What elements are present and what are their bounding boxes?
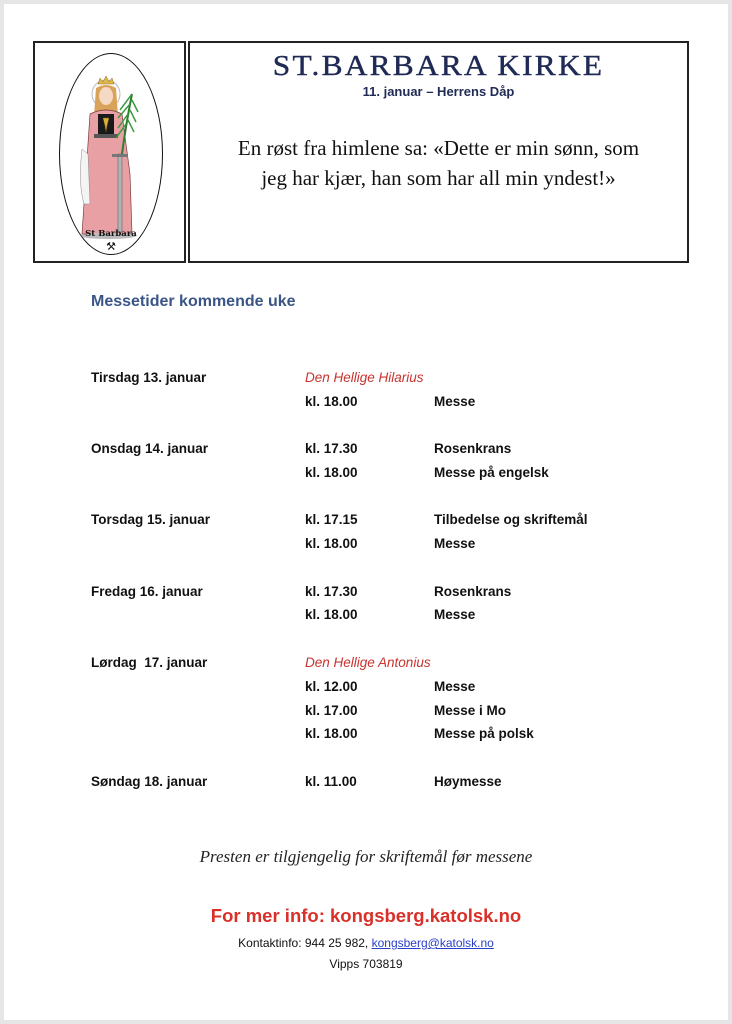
time-label: kl. 18.00: [305, 607, 358, 622]
quote-line-1: En røst fra himlene sa: «Dette er min sønn, som: [237, 136, 640, 160]
service-label: Rosenkrans: [434, 584, 512, 599]
schedule-day-row: [91, 370, 651, 390]
schedule-day-row: [91, 441, 651, 461]
service-label: Messe på polsk: [434, 726, 534, 741]
day-label: Fredag 16. januar: [91, 584, 203, 599]
quote-line-2: jeg har kjær, han som har all min yndest!»: [261, 166, 616, 190]
time-label: kl. 17.30: [305, 584, 358, 599]
service-label: Messe: [434, 607, 476, 622]
logo-caption: St Barbara: [85, 229, 137, 239]
document-page: [4, 4, 728, 1020]
time-label: kl. 17.00: [305, 703, 358, 718]
scripture-quote: [200, 133, 677, 193]
contact-line: [4, 936, 728, 950]
day-label: Tirsdag 13. januar: [91, 370, 207, 385]
feast-label: Den Hellige Hilarius: [305, 370, 424, 385]
time-label: kl. 17.30: [305, 441, 358, 456]
time-label: kl. 18.00: [305, 394, 358, 409]
service-label: Messe på engelsk: [434, 465, 549, 480]
day-label: Torsdag 15. januar: [91, 512, 211, 527]
day-label: Lørdag 17. januar: [91, 655, 208, 670]
more-info-line: For mer info: kongsberg.katolsk.no: [210, 905, 522, 926]
feast-subtitle: 11. januar – Herrens Dåp: [362, 84, 515, 99]
crossed-hammers-icon: ⚒: [106, 240, 116, 253]
saint-figure-icon: [60, 54, 163, 255]
contact-prefix: Kontaktinfo: 944 25 982,: [238, 936, 372, 950]
schedule-entry-row: [91, 394, 651, 414]
schedule-entry-row: [91, 536, 651, 556]
service-label: Messe: [434, 394, 476, 409]
church-title: ST.BARBARA KIRKE: [272, 51, 605, 82]
schedule-day-row: [91, 655, 651, 675]
schedule-day-row: [91, 584, 651, 604]
schedule-entry-row: [91, 726, 651, 746]
time-label: kl. 11.00: [305, 774, 357, 789]
time-label: kl. 18.00: [305, 726, 358, 741]
service-label: Messe i Mo: [434, 703, 507, 718]
day-label: Søndag 18. januar: [91, 774, 208, 789]
day-label: Onsdag 14. januar: [91, 441, 209, 456]
schedule-entry-row: [91, 679, 651, 699]
schedule-day-row: [91, 512, 651, 532]
feast-label: Den Hellige Antonius: [305, 655, 431, 670]
schedule-day-row: [91, 774, 651, 794]
time-label: kl. 12.00: [305, 679, 358, 694]
service-label: Rosenkrans: [434, 441, 512, 456]
service-label: Messe: [434, 679, 476, 694]
schedule-entry-row: [91, 607, 651, 627]
schedule-entry-row: [91, 465, 651, 485]
schedule-entry-row: [91, 703, 651, 723]
service-label: Messe: [434, 536, 476, 551]
time-label: kl. 17.15: [305, 512, 358, 527]
email-link[interactable]: kongsberg@katolsk.no: [371, 936, 494, 950]
service-label: Høymesse: [434, 774, 502, 789]
schedule-heading: Messetider kommende uke: [91, 293, 296, 310]
time-label: kl. 18.00: [305, 536, 358, 551]
service-label: Tilbedelse og skriftemål: [434, 512, 588, 527]
confession-note: Presten er tilgjengelig for skriftemål før messene: [199, 847, 533, 866]
vipps-number: Vipps 703819: [329, 957, 403, 971]
st-barbara-image: [59, 53, 163, 255]
header-box: [188, 41, 689, 263]
time-label: kl. 18.00: [305, 465, 358, 480]
